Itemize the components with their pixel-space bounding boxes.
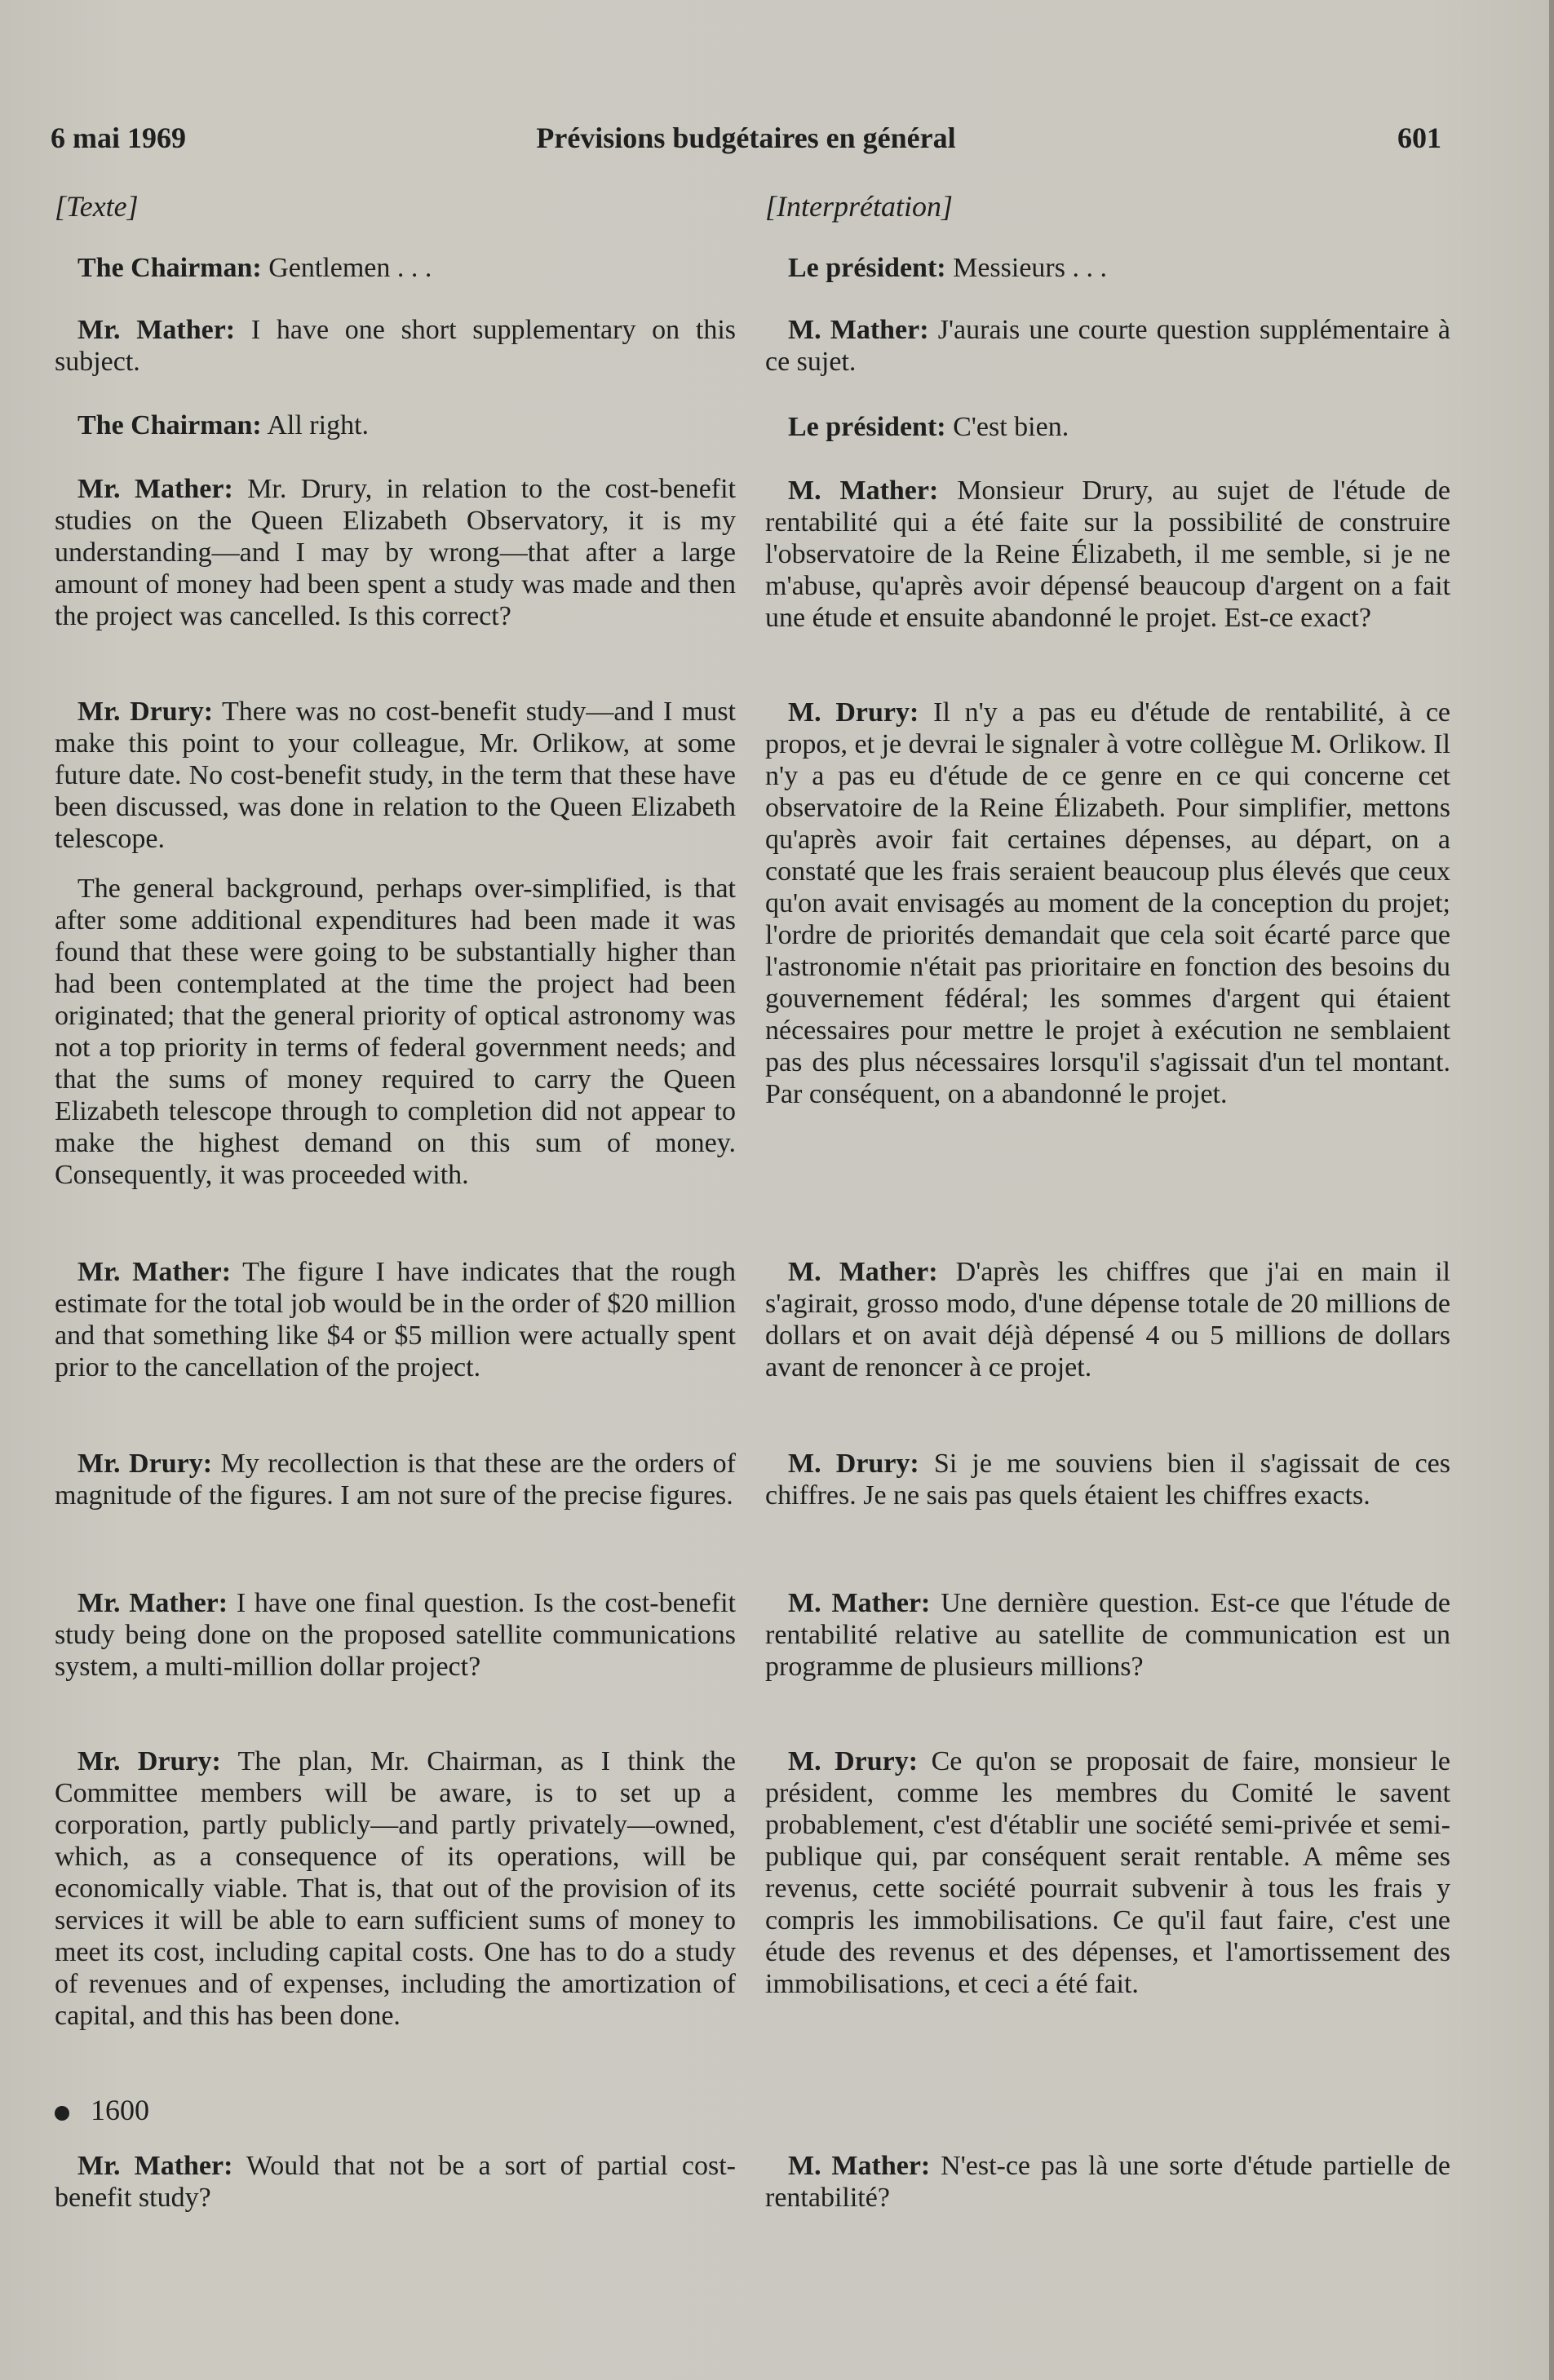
- page-header: [51, 121, 1441, 161]
- paragraph: [55, 1448, 736, 1511]
- paragraph-text: D'après les chiffres que j'ai en main il s'agirait, grosso modo, d'une dépense totale de 20 millions de dollars et on avait déjà dépensé 4 ou 5 millions de dollars avant de renoncer à ce projet.: [765, 1257, 1450, 1382]
- paragraph-text: N'est-ce pas là une sorte d'étude partielle de rentabilité?: [765, 2151, 1451, 2213]
- paragraph-text: The general background, perhaps over-simplified, is that after some additional expenditures had been made it was found that these were going to be substantially higher than had been contemplated at the time the project had been originated; that the general priority of optical astronomy was not a top priority in terms of federal government needs; and that the sums of money required to carry the Queen Elizabeth telescope through to completion did not appear to make the highest demand on this sum of money. Consequently, it was proceeded with.: [55, 874, 736, 1190]
- paragraph-text: My recollection is that these are the orders of magnitude of the figures. I am not sure of the precise figures.: [55, 1449, 736, 1511]
- speaker: M. Mather:: [788, 1588, 931, 1618]
- paragraph: [55, 696, 736, 855]
- paragraph-text: Mr. Drury, in relation to the cost-benefit studies on the Queen Elizabeth Observatory, it is my understanding—and I may by wrong—that after a large amount of money had been spent a study was made and then the project was cancelled. Is this correct?: [55, 474, 736, 631]
- speaker: M. Mather:: [788, 1257, 938, 1287]
- speaker: Mr. Drury:: [77, 1746, 221, 1776]
- speaker: M. Mather:: [788, 2151, 931, 2181]
- paragraph-text: All right.: [261, 410, 370, 440]
- speaker: M. Drury:: [788, 697, 919, 728]
- speaker: The Chairman:: [77, 253, 262, 283]
- paragraph: [765, 1448, 1450, 1511]
- speaker: Mr. Mather:: [77, 2151, 233, 2181]
- paragraph-text: The plan, Mr. Chairman, as I think the Committee members will be aware, is to set up a corporation, partly publicly—and partly privately—owned, which, as a consequence of its operations, will be economically viable. That is, that out of the provision of its services it will be able to earn sufficient sums of money to meet its cost, including capital costs. One has to do a study of revenues and of expenses, including the amortization of capital, and this has been done.: [55, 1746, 737, 2031]
- speaker: M. Mather:: [788, 315, 929, 345]
- speaker: Mr. Drury:: [77, 697, 214, 727]
- speaker: Le président:: [788, 412, 946, 442]
- time-marker: [55, 2093, 149, 2127]
- header-date: 6 mai 1969: [51, 122, 186, 154]
- paragraph: [765, 1745, 1450, 2000]
- column-heading-texte: [Texte]: [55, 190, 139, 223]
- paragraph-text: I have one final question. Is the cost-benefit study being done on the proposed satellite communications system, a multi-million dollar project?: [55, 1588, 736, 1682]
- paragraph: [55, 409, 736, 441]
- speaker: Mr. Mather:: [77, 474, 233, 504]
- bullet-icon: [55, 2106, 69, 2121]
- paragraph: [55, 1256, 736, 1383]
- paragraph: [55, 252, 736, 284]
- paragraph: [765, 2150, 1450, 2214]
- column-heading-interpretation: [Interprétation]: [765, 190, 953, 223]
- paragraph-text: The figure I have indicates that the rough estimate for the total job would be in the order of $20 million and that something like $4 or $5 million were actually spent prior to the cancellation of the project.: [55, 1257, 736, 1382]
- paragraph: [765, 252, 1450, 284]
- paragraph-text: Monsieur Drury, au sujet de l'étude de rentabilité qui a été faite sur la possibilité de construire l'observatoire de la Reine Élizabeth, il me semble, si je ne m'abuse, qu'après avoir dépensé beaucoup d'argent on a fait une étude et ensuite abandonné le projet. Est-ce exact?: [765, 476, 1451, 633]
- paragraph: [765, 411, 1450, 443]
- paragraph-text: Une dernière question. Est-ce que l'étude de rentabilité relative au satellite de communication est un programme de plusieurs millions?: [765, 1588, 1450, 1682]
- header-title: Prévisions budgétaires en général: [536, 122, 956, 154]
- paragraph: [55, 873, 736, 1191]
- speaker: Le président:: [788, 253, 946, 283]
- paragraph-text: Ce qu'on se proposait de faire, monsieur le président, comme les membres du Comité le savent probablement, c'est d'établir une société semi-privée et semi-publique qui, par conséquent serait rentable. A même ses revenus, cette société pourrait subvenir à tous les frais y compris les immobilisations. Ce qu'il faut faire, c'est une étude des revenus et des dépenses, et l'amortissement des immobilisations, et ceci a été fait.: [765, 1746, 1450, 1999]
- english-column: [55, 189, 737, 2213]
- paragraph: [55, 473, 736, 632]
- paragraph-text: Would that not be a sort of partial cost-benefit study?: [55, 2151, 736, 2213]
- speaker: The Chairman:: [77, 410, 262, 440]
- speaker: M. Drury:: [788, 1746, 919, 1776]
- paragraph: [765, 314, 1450, 378]
- paragraph-text: Si je me souviens bien il s'agissait de ces chiffres. Je ne sais pas quels étaient les chiffres exacts.: [765, 1449, 1450, 1511]
- speaker: Mr. Mather:: [77, 1588, 228, 1618]
- french-column: [765, 189, 1451, 2213]
- speaker: Mr. Drury:: [77, 1449, 213, 1479]
- paragraph-text: C'est bien.: [945, 412, 1069, 442]
- page-number: 601: [1397, 122, 1441, 154]
- paragraph: [765, 697, 1450, 1110]
- paragraph: [55, 1587, 736, 1683]
- paragraph-text: Il n'y a pas eu d'étude de rentabilité, à ce propos, et je devrai le signaler à votre collègue M. Orlikow. Il n'y a pas eu d'étude de ce genre en ce qui concerne cet observatoire de la Reine Élizabeth. Pour simplifier, mettons qu'après avoir fait certaines dépenses, au départ, on a constaté que les frais seraient beaucoup plus élevés que ceux qu'on avait envisagés au moment de la conception du projet; l'ordre de priorités demandait que cela soit écarté parce que l'astronomie n'était pas prioritaire en fonction des besoins du gouvernement fédéral; les sommes d'argent qui étaient nécessaires pour mettre le projet à exécution ne semblaient pas des plus nécessaires lorsqu'il s'agissait d'un tel montant. Par conséquent, on a abandonné le projet.: [765, 697, 1450, 1109]
- speaker: Mr. Mather:: [77, 1257, 232, 1287]
- speaker: M. Mather:: [788, 476, 939, 506]
- time-marker-text: 1600: [91, 2094, 149, 2126]
- paragraph: [55, 2150, 736, 2214]
- paragraph-text: J'aurais une courte question supplémentaire à ce sujet.: [765, 315, 1450, 377]
- paragraph: [765, 1587, 1450, 1683]
- paragraph: [765, 475, 1450, 634]
- paragraph-text: Messieurs . . .: [945, 253, 1107, 283]
- paragraph-text: I have one short supplementary on this subject.: [55, 315, 736, 377]
- paragraph-text: There was no cost-benefit study—and I must make this point to your colleague, Mr. Orlikow, at some future date. No cost-benefit study, in the term that these have been discussed, was done in relation to the Queen Elizabeth telescope.: [55, 697, 736, 854]
- paragraph: [55, 1745, 736, 2032]
- speaker: M. Drury:: [788, 1449, 919, 1479]
- page-edge: [1549, 0, 1554, 2380]
- speaker: Mr. Mather:: [77, 315, 236, 345]
- paragraph: [765, 1256, 1450, 1383]
- paragraph: [55, 314, 736, 378]
- paragraph-text: Gentlemen . . .: [261, 253, 432, 283]
